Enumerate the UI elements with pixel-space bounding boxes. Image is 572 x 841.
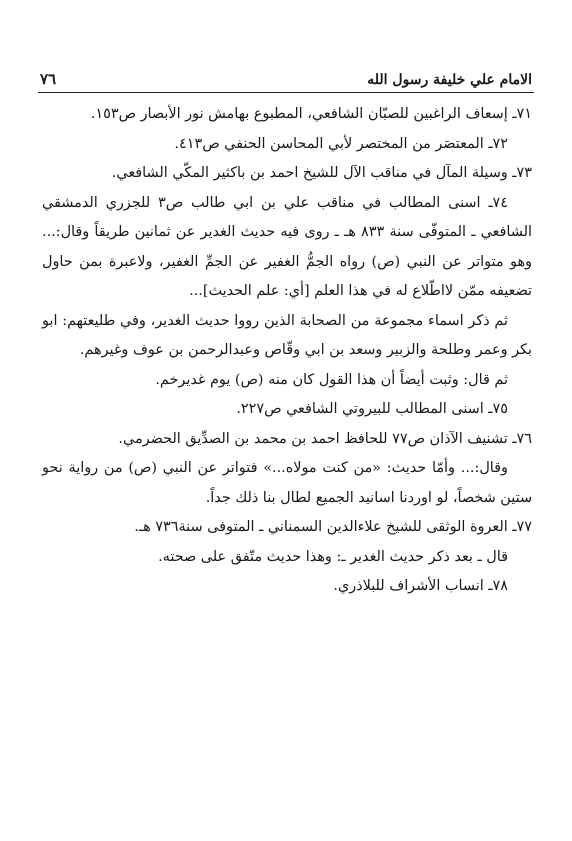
entry-71: ٧١ـ إسعاف الراغبين للصبّان الشافعي، المطبوع بهامش نور الأبصار ص١٥٣. (90, 106, 532, 122)
page-number: ٧٦ (40, 70, 57, 88)
entry-77-quote: قال ـ بعد ذكر حديث الغدير ـ: وهذا حديث متّفق على صحته. (158, 548, 508, 565)
entry-77: ٧٧ـ العروة الوثقى للشيخ علاءالدين السمناني ـ المتوفى سنة٧٣٦ هـ. (134, 519, 532, 535)
entry-72: ٧٢ـ المعتصَر من المختصر لأبي المحاسن الحنفي ص٤١٣. (174, 135, 508, 152)
body-text (42, 100, 532, 602)
entry-73: ٧٣ـ وسيلة المآل في مناقب الآل للشيخ احمد بن باكثير المكّي الشافعي. (111, 165, 532, 181)
entry-76: ٧٦ـ تشنيف الآذان ص٧٧ للحافظ احمد بن محمد بن الصدِّيق الحضرمي. (118, 430, 532, 447)
running-header (40, 62, 532, 88)
entry-76-quote: وقال:... وأمّا حديث: «من كنت مولاه...» فتواتر عن النبي (ص) من رواية نحو ستين شخصاً، لو اوردنا اسانيد الجميع لطال بنا ذلك جداً. (42, 460, 532, 506)
entry-74-quote: ثم قال: وثبت أيضاً أن هذا القول كان منه (ص) يوم غديرخم. (155, 371, 508, 388)
book-title: الامام علي خليفة رسول الله (367, 72, 532, 88)
entry-74: ٧٤ـ اسنى المطالب في مناقب علي بن ابي طالب ص٣ للجزري الدمشقي الشافعي ـ المتوفّى سنة ٨٣٣ هـ ـ روى فيه حديث الغدير عن ثمانين طريقاً وقال:... وهو متواتر عن النبي (ص) رواه الجمُّ الغفير عن الجمِّ الغفير، ولاعبرة بمن حاول تضعيفه ممّن لااطّلاع له في هذا العلم [أي: علم الحديث]... (42, 194, 532, 299)
entry-74-continuation: ثم ذكر اسماء مجموعة من الصحابة الذين رووا حديث الغدير، وفي طليعتهم: ابو بكر وعمر وطلحة والزبير وسعد بن ابي وقّاص وعبدالرحمن بن عوف وغيرهم. (42, 312, 532, 358)
entry-75: ٧٥ـ اسنى المطالب للبيروتي الشافعي ص٢٢٧. (236, 401, 508, 417)
entry-78: ٧٨ـ انساب الأشراف للبلاذري. (333, 578, 508, 594)
header-rule (38, 92, 534, 93)
